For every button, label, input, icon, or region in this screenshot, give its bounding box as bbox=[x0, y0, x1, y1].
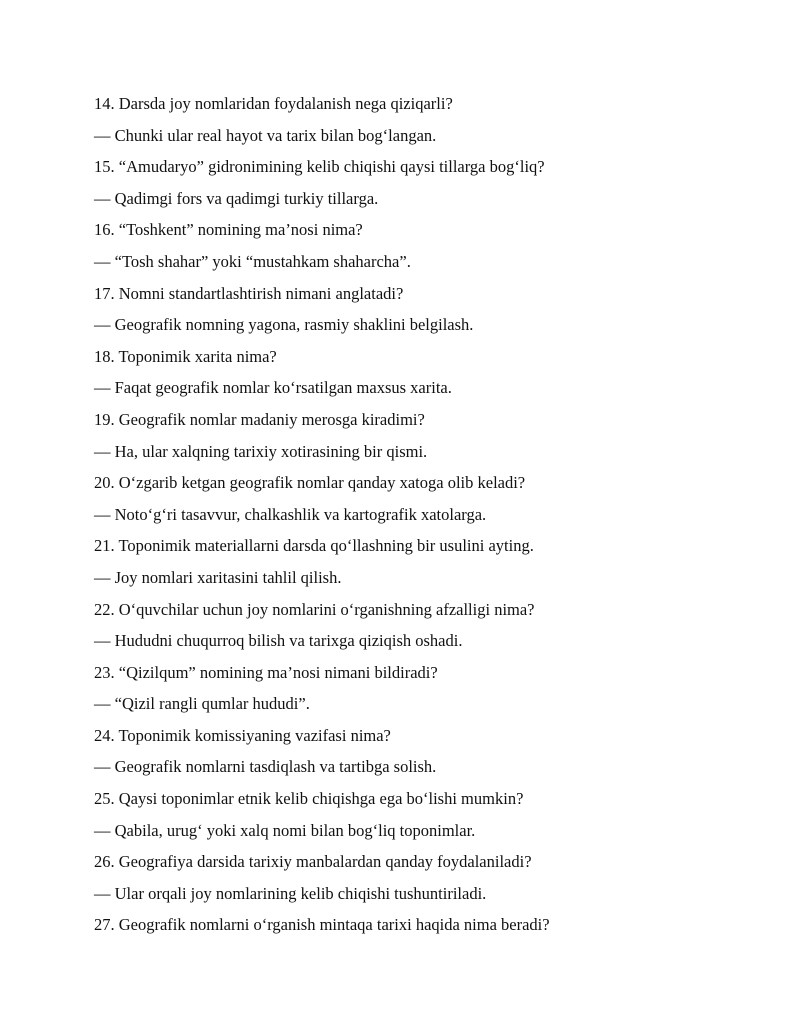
question-line: 19. Geografik nomlar madaniy merosga kiradimi? bbox=[94, 409, 425, 429]
answer-line: — “Tosh shahar” yoki “mustahkam shaharcha”. bbox=[94, 251, 411, 271]
question-line: 18. Toponimik xarita nima? bbox=[94, 346, 277, 366]
answer-line: — Geografik nomlarni tasdiqlash va tartibga solish. bbox=[94, 757, 437, 777]
answer-line: — Hududni chuqurroq bilish va tarixga qiziqish oshadi. bbox=[94, 631, 463, 651]
answer-line: — Ha, ular xalqning tarixiy xotirasining bir qismi. bbox=[94, 441, 428, 461]
answer-line: — Faqat geografik nomlar ko‘rsatilgan maxsus xarita. bbox=[94, 378, 452, 398]
question-line: 24. Toponimik komissiyaning vazifasi nima? bbox=[94, 725, 391, 745]
answer-line: — Noto‘g‘ri tasavvur, chalkashlik va kartografik xatolarga. bbox=[94, 504, 487, 524]
answer-line: — Ular orqali joy nomlarining kelib chiqishi tushuntiriladi. bbox=[94, 883, 487, 903]
question-line: 14. Darsda joy nomlaridan foydalanish nega qiziqarli? bbox=[94, 94, 453, 113]
qa-list bbox=[94, 93, 774, 946]
question-line: 26. Geografiya darsida tarixiy manbalardan qanday foydalaniladi? bbox=[94, 852, 532, 872]
question-line: 16. “Toshkent” nomining ma’nosi nima? bbox=[94, 220, 363, 240]
question-line: 25. Qaysi toponimlar etnik kelib chiqishga ega bo‘lishi mumkin? bbox=[94, 789, 524, 809]
question-line: 21. Toponimik materiallarni darsda qo‘llashning bir usulini ayting. bbox=[94, 536, 534, 556]
answer-line: — Qadimgi fors va qadimgi turkiy tillarga. bbox=[94, 188, 379, 208]
question-line: 22. O‘quvchilar uchun joy nomlarini o‘rganishning afzalligi nima? bbox=[94, 599, 535, 619]
answer-line: — “Qizil rangli qumlar hududi”. bbox=[94, 694, 310, 714]
question-line: 17. Nomni standartlashtirish nimani anglatadi? bbox=[94, 283, 404, 303]
answer-line: — Chunki ular real hayot va tarix bilan bog‘langan. bbox=[94, 125, 437, 145]
question-line: 27. Geografik nomlarni o‘rganish mintaqa tarixi haqida nima beradi? bbox=[94, 915, 550, 935]
question-line: 20. O‘zgarib ketgan geografik nomlar qanday xatoga olib keladi? bbox=[94, 473, 526, 493]
question-line: 15. “Amudaryo” gidronimining kelib chiqishi qaysi tillarga bog‘liq? bbox=[94, 157, 545, 177]
answer-line: — Joy nomlari xaritasini tahlil qilish. bbox=[94, 567, 342, 587]
answer-line: — Geografik nomning yagona, rasmiy shaklini belgilash. bbox=[94, 315, 474, 335]
answer-line: — Qabila, urug‘ yoki xalq nomi bilan bog‘liq toponimlar. bbox=[94, 820, 476, 840]
question-line: 23. “Qizilqum” nomining ma’nosi nimani bildiradi? bbox=[94, 662, 438, 682]
